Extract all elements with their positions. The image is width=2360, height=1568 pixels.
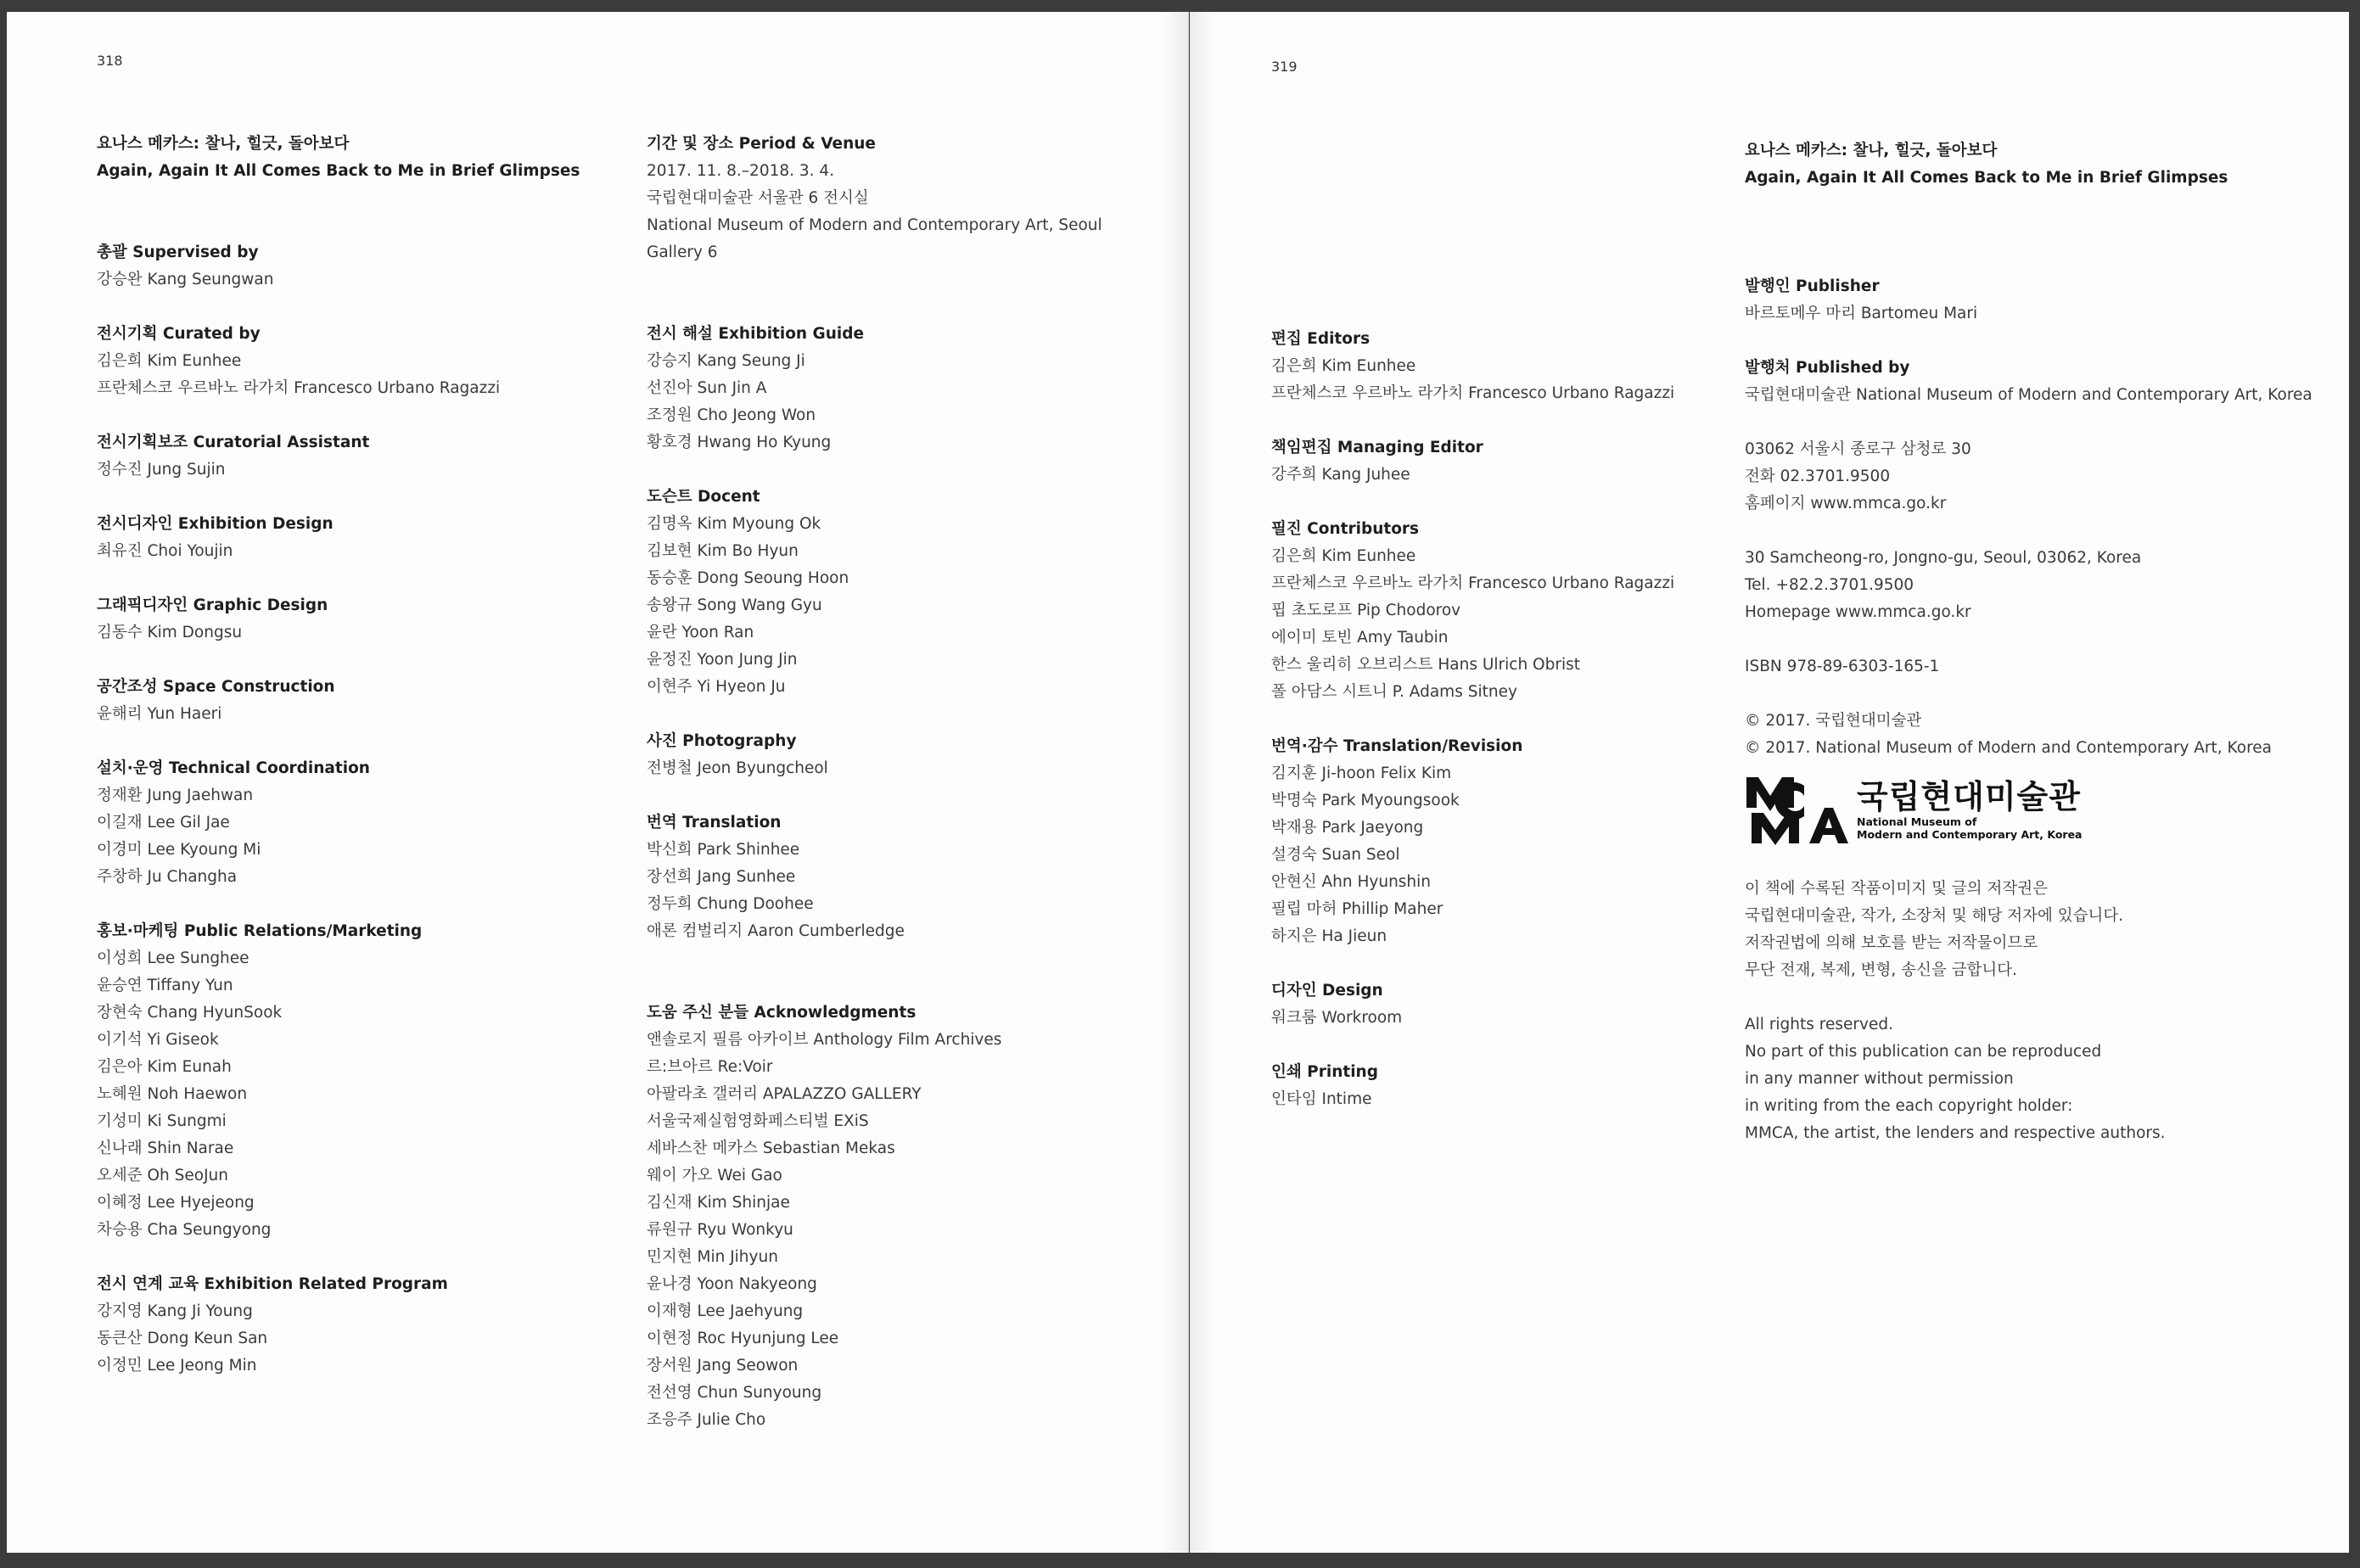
credit-line: Homepage www.mmca.go.kr	[1745, 603, 1971, 621]
credit-heading: 전시 연계 교육 Exhibition Related Program	[97, 1275, 448, 1293]
credits-column-left	[1271, 326, 1674, 1113]
credit-line: 김동수 Kim Dongsu	[97, 624, 243, 641]
credit-line: 박신희 Park Shinhee	[647, 841, 800, 859]
credit-line: 오세준 Oh SeoJun	[97, 1167, 229, 1184]
credit-line: 전화 02.3701.9500	[1745, 468, 1891, 485]
credit-block	[1745, 273, 2312, 328]
credit-line: 세바스찬 메카스 Sebastian Mekas	[647, 1140, 895, 1157]
credit-line: 애론 컴벌리지 Aaron Cumberledge	[647, 922, 905, 940]
credit-line: 장서원 Jang Seowon	[647, 1357, 799, 1375]
credit-heading: 편집 Editors	[1271, 330, 1371, 348]
credit-block	[97, 131, 580, 158]
credit-line: 윤나경 Yoon Nakyeong	[647, 1275, 817, 1293]
credit-line: 김은희 Kim Eunhee	[97, 352, 242, 370]
credit-line: 이성희 Lee Sunghee	[97, 949, 249, 967]
credit-block	[647, 484, 1102, 701]
copyright-notice	[1745, 876, 2312, 1147]
credit-line: 송왕규 Song Wang Gyu	[647, 596, 822, 614]
credit-line: Tel. +82.2.3701.9500	[1745, 576, 1914, 594]
credit-block	[647, 809, 1102, 945]
credit-heading: 디자인 Design	[1271, 982, 1383, 1000]
credit-line: Gallery 6	[647, 244, 718, 261]
book-title-english: Again, Again It All Comes Back to Me in Brief Glimpses	[1745, 169, 2228, 187]
credit-line: 한스 울리히 오브리스트 Hans Ulrich Obrist	[1271, 656, 1580, 674]
credit-line: 조응주 Julie Cho	[647, 1411, 766, 1429]
credit-block	[1745, 545, 2312, 626]
credit-block	[97, 239, 580, 294]
credit-block	[97, 321, 580, 402]
page-number: 319	[1271, 59, 1298, 75]
credit-line: in any manner without permission	[1745, 1070, 2014, 1088]
credit-line: 이 책에 수록된 작품이미지 및 글의 저작권은	[1745, 880, 2048, 898]
credit-block	[1745, 876, 2312, 984]
book-title-korean: 요나스 메카스: 찰나, 힐긋, 돌아보다	[1745, 142, 1998, 160]
credit-heading: 설치·운영 Technical Coordination	[97, 759, 370, 777]
publication-info	[1745, 273, 2312, 762]
credit-line: 박재용 Park Jaeyong	[1271, 819, 1424, 837]
credit-block	[1271, 977, 1674, 1032]
credit-heading: 기간 및 장소 Period & Venue	[647, 135, 876, 153]
credit-line: 프란체스코 우르바노 라가치 Francesco Urbano Ragazzi	[1271, 384, 1675, 402]
credit-block	[97, 755, 580, 891]
credit-block	[1271, 434, 1674, 489]
credit-line: 기성미 Ki Sungmi	[97, 1112, 227, 1130]
credit-line: 조정원 Cho Jeong Won	[647, 406, 816, 424]
credit-line: 홈페이지 www.mmca.go.kr	[1745, 495, 1947, 512]
credit-block	[1745, 1011, 2312, 1147]
credit-heading: 도움 주신 분들 Acknowledgments	[647, 1004, 917, 1022]
logo-korean-name: 국립현대미술관	[1857, 778, 2081, 815]
credit-heading: 공간조성 Space Construction	[97, 678, 335, 696]
credit-line: 폴 아담스 시트니 P. Adams Sitney	[1271, 683, 1517, 701]
credit-block	[97, 1271, 580, 1380]
credit-line: 프란체스코 우르바노 라가치 Francesco Urbano Ragazzi	[97, 379, 501, 397]
credit-block	[1745, 653, 2312, 680]
credit-line: 강승지 Kang Seung Ji	[647, 352, 805, 370]
credit-line: 정수진 Jung Sujin	[97, 461, 226, 479]
credit-block	[1745, 436, 2312, 518]
credit-heading: 책임편집 Managing Editor	[1271, 439, 1483, 456]
credit-block	[647, 131, 1102, 266]
credit-heading: 홍보·마케팅 Public Relations/Marketing	[97, 922, 423, 940]
credit-heading: 인쇄 Printing	[1271, 1063, 1378, 1081]
credit-line: 강주희 Kang Juhee	[1271, 466, 1410, 484]
credit-heading: 총괄 Supervised by	[97, 244, 259, 261]
credit-heading: 전시기획보조 Curatorial Assistant	[97, 434, 370, 451]
credit-block	[1271, 326, 1674, 407]
credit-block	[1745, 355, 2312, 409]
credit-line: 설경숙 Suan Seol	[1271, 846, 1400, 864]
credit-line: 장현숙 Chang HyunSook	[97, 1004, 283, 1022]
credit-line: 윤승연 Tiffany Yun	[97, 977, 233, 994]
credit-block	[97, 674, 580, 728]
credit-line: ISBN 978-89-6303-165-1	[1745, 658, 1940, 675]
credit-line: 앤솔로지 필름 아카이브 Anthology Film Archives	[647, 1031, 1002, 1049]
credit-line: MMCA, the artist, the lenders and respective authors.	[1745, 1124, 2166, 1142]
credit-line: 윤정진 Yoon Jung Jin	[647, 651, 798, 669]
credit-heading: 요나스 메카스: 찰나, 힐긋, 돌아보다	[97, 135, 350, 153]
credit-heading: 전시기획 Curated by	[97, 325, 261, 343]
credit-block	[97, 592, 580, 647]
credit-line: 김지훈 Ji-hoon Felix Kim	[1271, 764, 1452, 782]
credit-line: 프란체스코 우르바노 라가치 Francesco Urbano Ragazzi	[1271, 574, 1675, 592]
credit-heading: 전시 해설 Exhibition Guide	[647, 325, 865, 343]
credit-line: 선진아 Sun Jin A	[647, 379, 767, 397]
credit-block	[647, 321, 1102, 456]
credit-block	[647, 728, 1102, 782]
credit-line: 노혜원 Noh Haewon	[97, 1085, 248, 1103]
credit-line: 동큰산 Dong Keun San	[97, 1330, 268, 1347]
credit-heading: 사진 Photography	[647, 732, 797, 750]
credit-line: 필립 마허 Phillip Maher	[1271, 900, 1443, 918]
credit-line: 장선희 Jang Sunhee	[647, 868, 796, 886]
page-number: 318	[97, 53, 123, 69]
credit-line: 안현신 Ahn Hyunshin	[1271, 873, 1432, 891]
logo-english-line-2: Modern and Contemporary Art, Korea	[1857, 828, 2083, 841]
credits-column-left	[97, 131, 580, 1380]
credit-line: 핍 초도로프 Pip Chodorov	[1271, 602, 1461, 619]
credit-line: 김은희 Kim Eunhee	[1271, 357, 1416, 375]
credit-line: 이정민 Lee Jeong Min	[97, 1357, 257, 1375]
credit-line: 웨이 가오 Wei Gao	[647, 1167, 782, 1184]
credit-heading: 그래픽디자인 Graphic Design	[97, 596, 328, 614]
credit-line: 서울국제실험영화페스티벌 EXiS	[647, 1112, 869, 1130]
credit-heading: 도슨트 Docent	[647, 488, 760, 506]
credit-block	[1271, 733, 1674, 950]
credit-line: 하지은 Ha Jieun	[1271, 927, 1387, 945]
credit-line: 이재형 Lee Jaehyung	[647, 1302, 804, 1320]
credit-line: 김은희 Kim Eunhee	[1271, 547, 1416, 565]
credit-block	[97, 158, 580, 185]
credit-line: 강승완 Kang Seungwan	[97, 271, 274, 288]
credit-block	[97, 429, 580, 484]
credit-line: 이혜정 Lee Hyejeong	[97, 1194, 255, 1212]
credit-line: No part of this publication can be reproduced	[1745, 1043, 2102, 1061]
credit-line: 03062 서울시 종로구 삼청로 30	[1745, 440, 1971, 458]
credit-line: 강지영 Kang Ji Young	[97, 1302, 253, 1320]
credit-line: 이현주 Yi Hyeon Ju	[647, 678, 786, 696]
credit-line: 르:브아르 Re:Voir	[647, 1058, 773, 1076]
credit-line: 30 Samcheong-ro, Jongno-gu, Seoul, 03062, Korea	[1745, 549, 2142, 567]
colophon-column	[1745, 137, 2312, 1147]
credit-line: 이경미 Lee Kyoung Mi	[97, 841, 261, 859]
credit-line: 국립현대미술관, 작가, 소장처 및 해당 저자에 있습니다.	[1745, 907, 2124, 925]
mmca-emblem-icon	[1745, 770, 1850, 848]
credit-line: © 2017. 국립현대미술관	[1745, 712, 1922, 730]
credit-block	[97, 511, 580, 565]
credit-line: 국립현대미술관 National Museum of Modern and Contemporary Art, Korea	[1745, 386, 2312, 404]
credit-line: 황호경 Hwang Ho Kyung	[647, 434, 832, 451]
credit-block	[1745, 708, 2312, 762]
credit-block	[1271, 1059, 1674, 1113]
credit-line: 차승용 Cha Seungyong	[97, 1221, 272, 1239]
credit-line: All rights reserved.	[1745, 1016, 1893, 1033]
credit-line: 신나래 Shin Narae	[97, 1140, 234, 1157]
credit-line: 김보현 Kim Bo Hyun	[647, 542, 799, 560]
right-page	[1190, 12, 2349, 1553]
credit-line: 인타임 Intime	[1271, 1090, 1372, 1108]
credit-line: © 2017. National Museum of Modern and Contemporary Art, Korea	[1745, 739, 2272, 757]
credit-line: 전병철 Jeon Byungcheol	[647, 759, 828, 777]
credit-line: 에이미 토빈 Amy Taubin	[1271, 629, 1449, 647]
credit-line: 정재환 Jung Jaehwan	[97, 787, 254, 804]
credit-line: 박명숙 Park Myoungsook	[1271, 792, 1460, 809]
credit-heading: 번역 Translation	[647, 814, 782, 832]
credit-block	[1271, 516, 1674, 706]
credit-block	[97, 918, 580, 1244]
credit-line: 김신재 Kim Shinjae	[647, 1194, 790, 1212]
credit-line: 주창하 Ju Changha	[97, 868, 238, 886]
mmca-logo	[1745, 770, 2312, 848]
credit-heading: 번역·감수 Translation/Revision	[1271, 737, 1523, 755]
credit-heading: Again, Again It All Comes Back to Me in Brief Glimpses	[97, 162, 580, 180]
credit-line: 2017. 11. 8.–2018. 3. 4.	[647, 162, 835, 180]
credit-line: 동승훈 Dong Seoung Hoon	[647, 569, 849, 587]
credits-column-right	[647, 131, 1102, 1434]
credit-line: 전선영 Chun Sunyoung	[647, 1384, 822, 1402]
credit-line: 김명옥 Kim Myoung Ok	[647, 515, 821, 533]
credit-line: 국립현대미술관 서울관 6 전시실	[647, 189, 869, 207]
credit-line: 김은아 Kim Eunah	[97, 1058, 232, 1076]
credit-line: 최유진 Choi Youjin	[97, 542, 233, 560]
credit-heading: 발행인 Publisher	[1745, 277, 1880, 295]
logo-english-line-1: National Museum of	[1857, 815, 1977, 828]
credit-line: 저작권법에 의해 보호를 받는 저작물이므로	[1745, 934, 2038, 952]
credit-line: 무단 전재, 복제, 변형, 송신을 금합니다.	[1745, 961, 2017, 979]
credit-line: 정두희 Chung Doohee	[647, 895, 814, 913]
credit-line: 이기석 Yi Giseok	[97, 1031, 219, 1049]
credit-heading: 발행처 Published by	[1745, 359, 1910, 377]
credit-line: 윤해리 Yun Haeri	[97, 705, 222, 723]
credit-line: 윤란 Yoon Ran	[647, 624, 754, 641]
credit-line: National Museum of Modern and Contemporary Art, Seoul	[647, 216, 1102, 234]
credit-heading: 전시디자인 Exhibition Design	[97, 515, 334, 533]
credit-line: 바르토메우 마리 Bartomeu Mari	[1745, 305, 1978, 322]
credit-line: 이길재 Lee Gil Jae	[97, 814, 230, 832]
credit-line: 류원규 Ryu Wonkyu	[647, 1221, 793, 1239]
credit-line: 아팔라초 갤러리 APALAZZO GALLERY	[647, 1085, 922, 1103]
credit-line: 이현정 Roc Hyunjung Lee	[647, 1330, 839, 1347]
credit-line: in writing from the each copyright holder:	[1745, 1097, 2073, 1115]
credit-line: 민지현 Min Jihyun	[647, 1248, 778, 1266]
left-page	[7, 12, 1189, 1553]
credit-heading: 필진 Contributors	[1271, 520, 1420, 538]
credit-line: 워크룸 Workroom	[1271, 1009, 1403, 1027]
credit-block	[647, 1000, 1102, 1434]
